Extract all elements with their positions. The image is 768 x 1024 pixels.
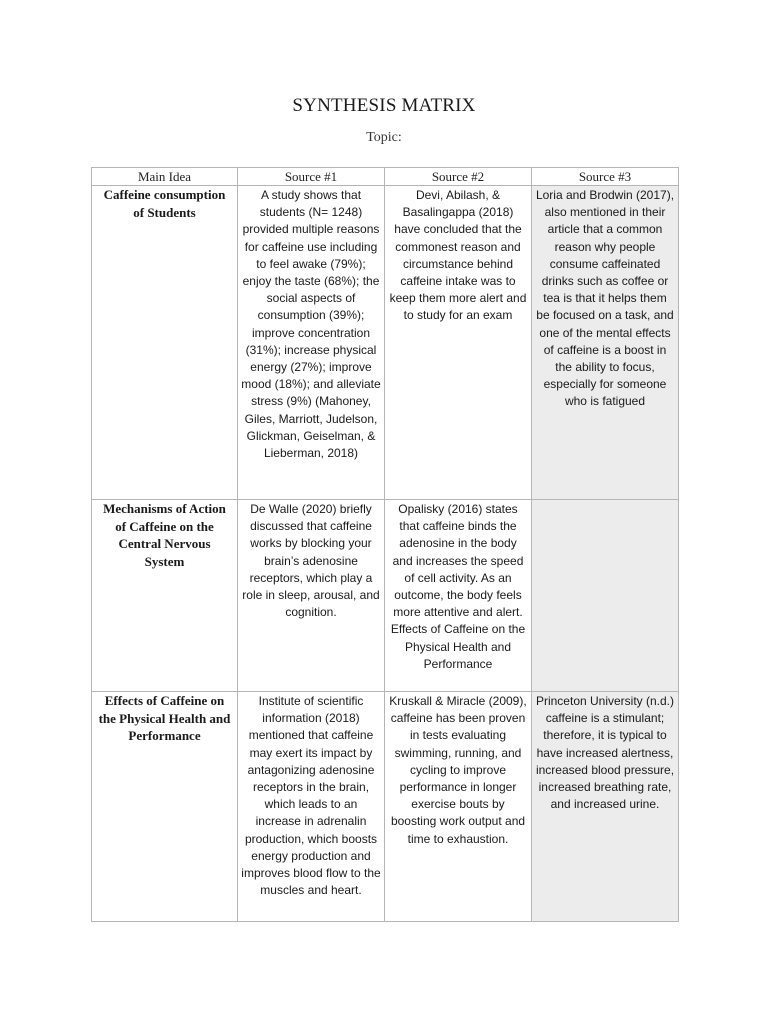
source-2-cell: Opalisky (2016) states that caffeine binds the adenosine in the body and increases the speed of cell activity. As an outcome, the body feels more attentive and alert. Effects of Caffeine on the Physical Health and Performance [385, 500, 532, 692]
table-row [92, 500, 679, 692]
source-1-cell: De Walle (2020) briefly discussed that caffeine works by blocking your brain’s adenosine receptors, which play a role in sleep, arousal, and cognition. [238, 500, 385, 692]
header-row [92, 168, 679, 186]
source-3-cell: Princeton University (n.d.) caffeine is a stimulant; therefore, it is typical to have increased alertness, increased blood pressure, increased breathing rate, and increased urine. [532, 692, 679, 922]
header-main-idea: Main Idea [92, 168, 238, 186]
source-3-cell: Loria and Brodwin (2017), also mentioned in their article that a common reason why people consume caffeinated drinks such as coffee or tea is that it helps them be focused on a task, and one of the mental effects of caffeine is a boost in the ability to focus, especially for someone who is fatigued [532, 186, 679, 500]
main-idea-cell: Mechanisms of Action of Caffeine on the Central Nervous System [92, 500, 238, 692]
table-row [92, 692, 679, 922]
table-row [92, 186, 679, 500]
main-idea-cell: Caffeine consumption of Students [92, 186, 238, 500]
source-3-cell [532, 500, 679, 692]
topic-label: Topic: [366, 130, 402, 145]
source-2-cell: Kruskall & Miracle (2009), caffeine has been proven in tests evaluating swimming, running, and cycling to improve performance in longer exercise bouts by boosting work output and time to exhaustion. [385, 692, 532, 922]
source-2-cell: Devi, Abilash, & Basalingappa (2018) have concluded that the commonest reason and circumstance behind caffeine intake was to keep them more alert and to study for an exam [385, 186, 532, 500]
header-source-3: Source #3 [532, 168, 679, 186]
source-1-cell: Institute of scientific information (2018) mentioned that caffeine may exert its impact by antagonizing adenosine receptors in the brain, which leads to an increase in adrenalin production, which boosts energy production and improves blood flow to the muscles and heart. [238, 692, 385, 922]
main-idea-cell: Effects of Caffeine on the Physical Health and Performance [92, 692, 238, 922]
header-source-2: Source #2 [385, 168, 532, 186]
page-title: SYNTHESIS MATRIX [292, 95, 476, 116]
source-1-cell: A study shows that students (N= 1248) provided multiple reasons for caffeine use including to feel awake (79%); enjoy the taste (68%); the social aspects of consumption (39%); improve concentration (31%); increase physical energy (27%); improve mood (18%); and alleviate stress (9%) (Mahoney, Giles, Marriott, Judelson, Glickman, Geiselman, & Lieberman, 2018) [238, 186, 385, 500]
synthesis-matrix-table [91, 167, 679, 922]
header-source-1: Source #1 [238, 168, 385, 186]
